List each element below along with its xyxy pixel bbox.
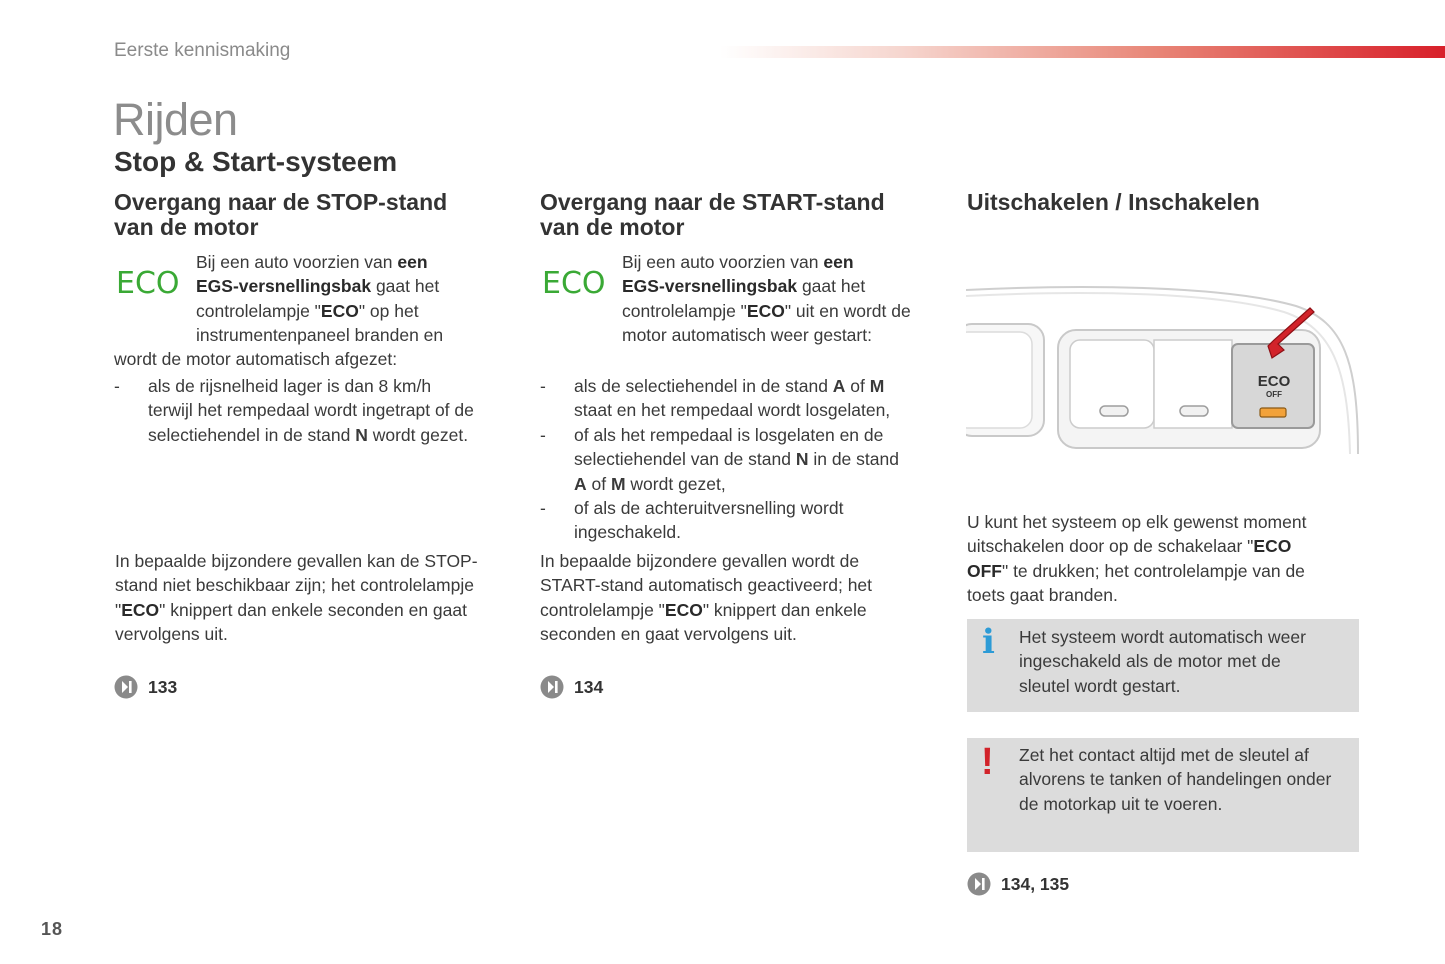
col2-list-item: of als het rempedaal is losgelaten en de selectiehendel van de stand N in de stand A of M wordt gezet, [574, 425, 899, 494]
section-title: Stop & Start-systeem [114, 146, 398, 177]
eco-off-button-sublabel: OFF [1266, 390, 1282, 399]
next-page-icon [967, 872, 991, 896]
reference-number: 134, 135 [1001, 873, 1070, 894]
info-icon: i [982, 622, 995, 662]
col1-title [114, 190, 447, 240]
next-page-icon [114, 675, 138, 699]
col2-list-item: als de selectiehendel in de stand A of M staat en het rempedaal wordt losgelaten, [574, 376, 891, 421]
reference-number: 133 [148, 676, 178, 697]
eco-icon-label: ECO [542, 266, 606, 298]
eco-icon-label: ECO [116, 266, 180, 298]
next-page-icon [540, 675, 564, 699]
list-dash: - [540, 376, 546, 396]
col2-title-line2: van de motor [540, 214, 685, 240]
eco-off-button-label: ECO [1257, 373, 1291, 390]
col3-title: Uitschakelen / Inschakelen [967, 189, 1260, 215]
reference-number: 134 [574, 676, 604, 697]
list-dash: - [114, 376, 120, 396]
col2-title-line1: Overgang naar de START-stand [540, 189, 885, 215]
col1-intro-bottom: wordt de motor automatisch afgezet: [114, 349, 398, 369]
page-reference[interactable] [540, 675, 603, 699]
eco-off-switch-illustration [966, 282, 1361, 462]
eco-indicator-icon [114, 266, 182, 298]
list-dash: - [540, 425, 546, 445]
warning-text: Zet het contact altijd met de sleutel af alvorens te tanken of handelingen onder de motorkap uit te voeren. [1019, 745, 1332, 814]
col2-note: In bepaalde bijzondere gevallen wordt de START-stand automatisch geactiveerd; het controlelampje "ECO" knippert dan enkele seconden en gaat vervolgens uit. [540, 551, 873, 645]
col3-body: U kunt het systeem op elk gewenst moment uitschakelen door op de schakelaar "ECO OFF" te drukken; het controlelampje van de toets gaat branden. [967, 512, 1307, 606]
info-text: Het systeem wordt automatisch weer ingeschakeld als de motor met de sleutel wordt gestart. [1019, 627, 1306, 696]
col1-intro-top: Bij een auto voorzien van een EGS-versnellingsbak gaat het controlelampje "ECO" op het instrumentenpaneel branden en [196, 252, 444, 346]
eco-indicator-icon [540, 266, 608, 298]
col2-list-item: of als de achteruitversnelling wordt ingeschakeld. [574, 498, 844, 543]
col1-title-line1: Overgang naar de STOP-stand [114, 189, 448, 215]
warning-icon: ! [981, 741, 994, 783]
col1-title-line2: van de motor [114, 214, 259, 240]
page-number: 18 [41, 919, 64, 939]
page-reference[interactable] [114, 675, 177, 699]
page-reference[interactable] [967, 872, 1069, 896]
running-header: Eerste kennismaking [114, 40, 291, 61]
col1-note: In bepaalde bijzondere gevallen kan de STOP- stand niet beschikbaar zijn; het controlelampje "ECO" knippert dan enkele seconden en gaat vervolgens uit. [115, 551, 478, 645]
list-dash: - [540, 498, 546, 518]
col2-title [540, 190, 885, 240]
page-title: Rijden [113, 94, 238, 145]
col2-intro: Bij een auto voorzien van een EGS-versnellingsbak gaat het controlelampje "ECO" uit en wordt de motor automatisch weer gestart: [622, 252, 911, 346]
col1-list-item: als de rijsnelheid lager is dan 8 km/h terwijl het rempedaal wordt ingetrapt of de selectiehendel in de stand N wordt gezet. [148, 376, 474, 445]
header-accent-bar [720, 46, 1445, 58]
